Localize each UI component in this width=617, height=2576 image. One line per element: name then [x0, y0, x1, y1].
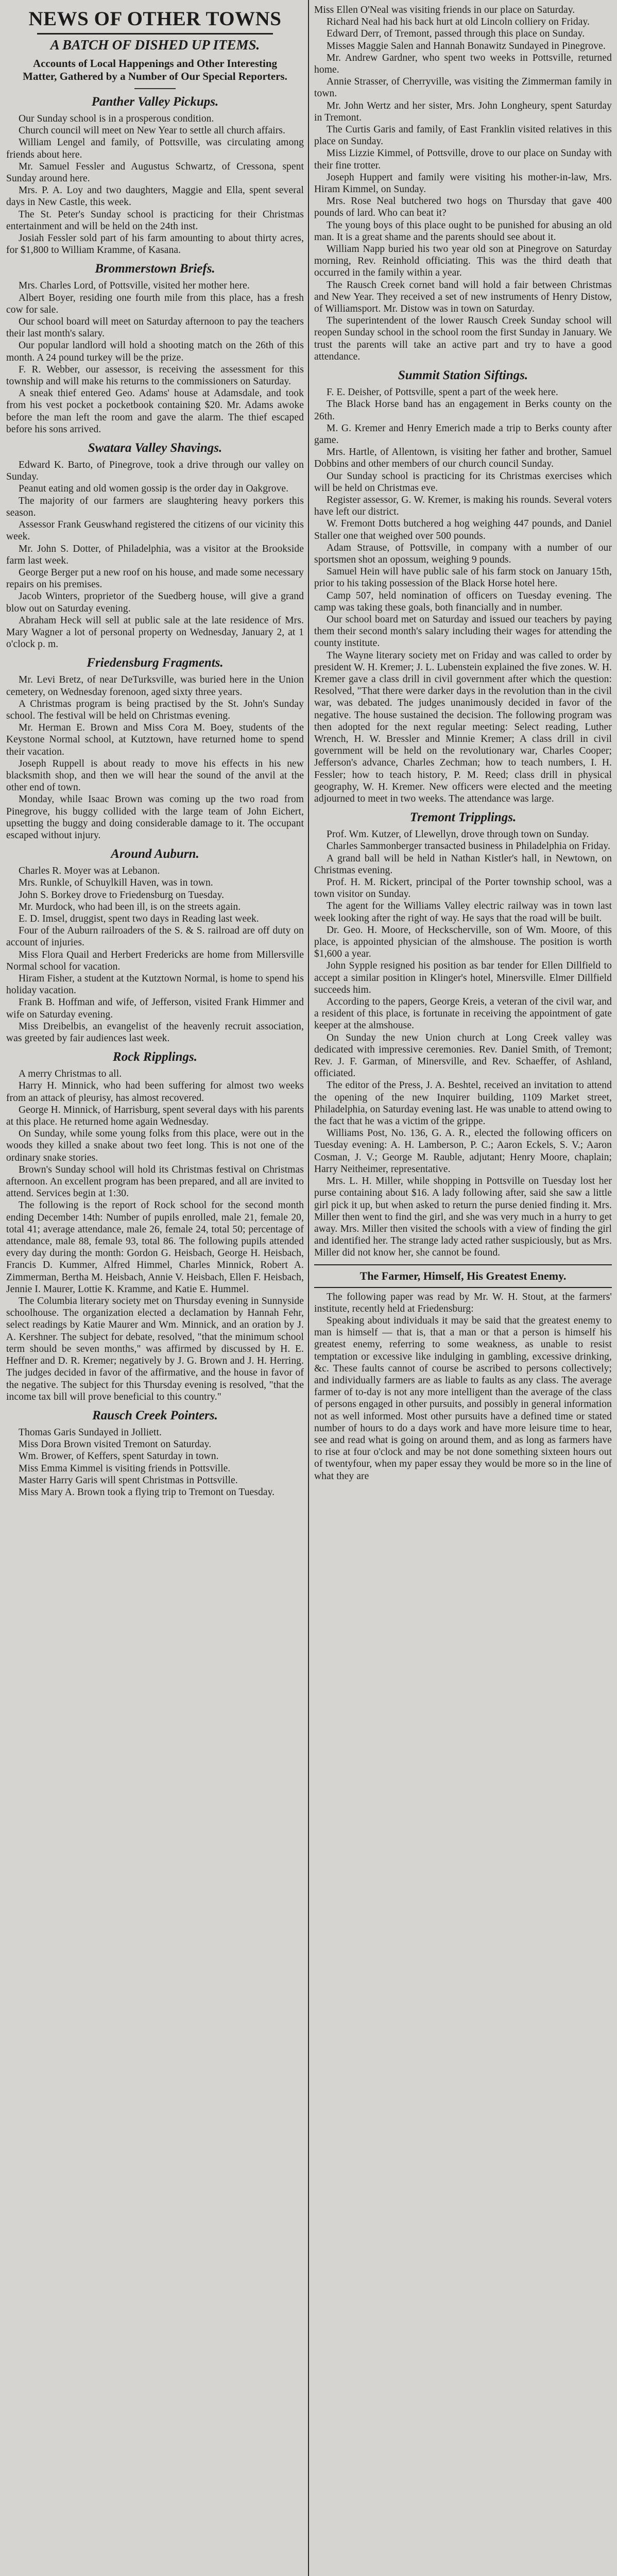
- news-item: A grand ball will be held in Nathan Kistler's hall, in Newtown, on Christmas evening.: [314, 853, 612, 876]
- news-item: The young boys of this place ought to be punished for abusing an old man. It is a great shame and the parents should see about it.: [314, 219, 612, 243]
- news-item: Miss Flora Quail and Herbert Fredericks are home from Millersville Normal school for vacation.: [6, 949, 304, 972]
- news-item: Miss Mary A. Brown took a flying trip to Tremont on Tuesday.: [19, 1486, 275, 1498]
- news-item: Mrs. Rose Neal butchered two hogs on Thursday that gave 400 pounds of lard. Who can beat it?: [314, 196, 612, 219]
- news-item: Prof. H. M. Rickert, principal of the Porter township school, was a town visitor on Sunday.: [314, 877, 612, 900]
- news-item: Mr. Herman E. Brown and Miss Cora M. Boey, students of the Keystone Normal school, at Kutztown, have returned home to spend their vacation.: [6, 722, 304, 757]
- news-item: Samuel Hein will have public sale of his farm stock on January 15th, prior to his taking possession of the Black Horse hotel here.: [314, 566, 612, 589]
- news-item: The agent for the Williams Valley electric railway was in town last week looking after the right of way. He says that the road will be built.: [314, 901, 612, 924]
- news-item: A sneak thief entered Geo. Adams' house at Adamsdale, and took from his vest pocket a pocketbook containing $20. Mr. Adams awoke before the man left the room and gave the alarm. The thief escaped before his sons arrived.: [6, 388, 304, 435]
- news-item: John Sypple resigned his position as bar tender for Ellen Dillfield to accept a similar position in Klinger's hotel, Minersville. Elmer Dillfield succeeds him.: [314, 960, 612, 995]
- news-item: The majority of our farmers are slaughtering heavy porkers this season.: [6, 495, 304, 518]
- section-heading: Rausch Creek Pointers.: [92, 1408, 218, 1422]
- news-item: Mr. John Wertz and her sister, Mrs. John Longheury, spent Saturday in Tremont.: [314, 100, 612, 123]
- masthead: [6, 7, 304, 89]
- news-item: F. R. Webber, our assessor, is receiving the assessment for this township and will make his returns to the commissioners on Saturday.: [6, 364, 304, 387]
- news-item: Monday, while Isaac Brown was coming up the two road from Pinegrove, his buggy collided with the large team of John Eichert, upsetting the buggy and doing considerable damage to it. The occupant escaped without injury.: [6, 794, 304, 841]
- news-item: Joseph Huppert and family were visiting his mother-in-law, Mrs. Hiram Kimmel, on Sunday.: [314, 172, 612, 195]
- news-item: Abraham Heck will sell at public sale at the late residence of Mrs. Mary Wagner a lot of personal property on Wednesday, January 2, at 1 o'clock p. m.: [6, 615, 304, 650]
- news-item: Mr. Murdock, who had been ill, is on the streets again.: [19, 901, 241, 912]
- news-item: Our popular landlord will hold a shooting match on the 26th of this month. A 24 pound turkey will be the prize.: [6, 340, 304, 363]
- section-heading: Rock Ripplings.: [113, 1050, 197, 1064]
- page-subtitle: A BATCH OF DISHED UP ITEMS.: [50, 37, 260, 53]
- left-column: [6, 4, 304, 2576]
- news-item: John S. Borkey drove to Friedensburg on Tuesday.: [19, 889, 225, 901]
- news-item: William Lengel and family, of Pottsville, was circulating among friends about here.: [6, 137, 304, 160]
- news-item: Miss Dreibelbis, an evangelist of the heavenly recruit association, was greeted by fair audiences last week.: [6, 1021, 304, 1044]
- news-item: Our school board met on Saturday and issued our teachers by paying them their second month's salary including their wages for attending the county institute.: [314, 614, 612, 649]
- news-item: Our school board will meet on Saturday afternoon to pay the teachers their last month's salary.: [6, 316, 304, 340]
- news-item: Peanut eating and old women gossip is the order day in Oakgrove.: [19, 483, 289, 495]
- news-item: Four of the Auburn railroaders of the S. & S. railroad are off duty on account of injuries.: [6, 925, 304, 948]
- news-item: Jacob Winters, proprietor of the Suedberg house, will give a grand blow out on Saturday evening.: [6, 591, 304, 614]
- news-item: Richard Neal had his back hurt at old Lincoln colliery on Friday.: [327, 16, 590, 28]
- article-heading: The Farmer, Himself, His Greatest Enemy.: [314, 1264, 612, 1288]
- news-item: Mr. Levi Bretz, of near DeTurksville, was buried here in the Union cemetery, on Wednesday forenoon, aged sixty three years.: [6, 674, 304, 698]
- news-item: The following is the report of Rock school for the second month ending December 14th: Number of pupils enrolled, male 21, female 20, total 41; average attendance, male 26, female 24, total 50; percentage of attendance, male 88, female 93, total 86. The following pupils attended every day during the month: Gordon G. Heisbach, George H. Heisbach, Francis D. Kummer, Alfred Himmel, Charles Minnick, Robert A. Zimmerman, Bertha M. Heisbach, Annie V. Heisbach, Ellen F. Heisbach, Jennie I. Maurer, Lottie K. Kramme, and Katie E. Hummel.: [6, 1200, 304, 1295]
- news-item: Dr. Geo. H. Moore, of Heckscherville, son of Wm. Moore, of this place, is appointed physician of the almshouse. The position is worth $1,600 a year.: [314, 924, 612, 960]
- news-item: Williams Post, No. 136, G. A. R., elected the following officers on Tuesday evening: A. H. Lamberson, P. C.; Aaron Eckels, S. V.; Aaron Cosman, J. V.; George M. Rauble, adjutant; Henry Moore, chaplain; Harry Neitheimer, representative.: [314, 1128, 612, 1175]
- section-heading: Summit Station Siftings.: [398, 368, 528, 383]
- news-item: Joseph Ruppell is about ready to move his effects in his new blacksmith shop, and then we will hear the sound of the anvil at the other end of town.: [6, 758, 304, 793]
- news-item: William Napp buried his two year old son at Pinegrove on Saturday morning, Rev. Reinhold officiating. This was the third death that occurred in the family within a year.: [314, 244, 612, 279]
- news-item: Mrs. L. H. Miller, while shopping in Pottsville on Tuesday lost her purse containing about $16. A lady following after, said she saw a little girl pick it up, but when asked to return the purse denied finding it. Mrs. Miller then went to find the girl, and she was very much in a hurry to get away. Mrs. Miller then visited the schools with a view of finding the girl and identified her. The strange lady acted rather suspiciously, but as Mrs. Miller did not know her, she cannot be found.: [314, 1176, 612, 1259]
- news-item: A Christmas program is being practised by the St. John's Sunday school. The festival will be held on Christmas evening.: [6, 698, 304, 721]
- news-item: George H. Minnick, of Harrisburg, spent several days with his parents at this place. He returned home again Wednesday.: [6, 1104, 304, 1128]
- news-item: Miss Ellen O'Neal was visiting friends in our place on Saturday.: [314, 5, 575, 15]
- news-item: Charles Sammonberger transacted business in Philadelphia on Friday.: [327, 841, 610, 852]
- news-item: Mrs. Runkle, of Schuylkill Haven, was in town.: [19, 877, 213, 889]
- left-column-body: [6, 94, 304, 1498]
- news-item: Brown's Sunday school will hold its Christmas festival on Christmas afternoon. An excellent program has been prepared, and all are invited to attend. Services begin at 1:30.: [6, 1164, 304, 1199]
- news-item: The editor of the Press, J. A. Beshtel, received an invitation to attend the opening of the new Inquirer building, 1109 Market street, Philadelphia, on Saturday evening last. He was unable to attend owing to the fact that he was a victim of the grippe.: [314, 1080, 612, 1127]
- page-title: NEWS OF OTHER TOWNS: [28, 8, 282, 30]
- right-column-body: [314, 4, 612, 1482]
- news-item: A merry Christmas to all.: [19, 1069, 122, 1080]
- news-item: Mr. John S. Dotter, of Philadelphia, was a visitor at the Brookside farm last week.: [6, 543, 304, 566]
- news-item: Annie Strasser, of Cherryville, was visiting the Zimmerman family in town.: [314, 76, 612, 99]
- news-item: Wm. Brower, of Keffers, spent Saturday in town.: [19, 1451, 219, 1462]
- right-column: [314, 4, 612, 2576]
- news-item: Edward Derr, of Tremont, passed through this place on Sunday.: [327, 28, 585, 40]
- news-item: George Berger put a new roof on his house, and made some necessary repairs on his premises.: [6, 567, 304, 590]
- news-item: Speaking about individuals it may be said that the greatest enemy to man is himself — that is, that a man or that a person is himself his greatest enemy, referring to some weakness, as unable to resist temptation or excessive like indulging in gambling, excessive drinking, &c. These faults cannot of course be ascribed to persons collectively; and individually farmers are as liable to faults as any class. The average farmer of to-day is not any more intelligent than the average of the class of persons engaged in other pursuits, and possibly in general information not as well informed. Most other pursuits have a defined time or stated number of hours to do a days work and have more leisure time to hear, see and read what is going on around them, and as long as farmers have to rise at four o'clock and may be not done something sixteen hours out of twentyfour, when my paper essay they would be more so in the line of what they are: [314, 1315, 612, 1482]
- news-item: Miss Emma Kimmel is visiting friends in Pottsville.: [19, 1463, 231, 1474]
- news-item: The Columbia literary society met on Thursday evening in Sunnyside schoolhouse. The organization elected a declamation by Hannah Fehr, select readings by Katie Maurer and Wm. Minnick, and an oration by J. A. Kershner. The subject for debate, resolved, "that the minimum school term should be seven months," was affirmed by discussed by H. E. Heffner and D. R. Kremer; negatively by J. G. Brown and J. H. Herring. The judges decided in favor of the affirmative, and the house in favor of the negative. The subject for this Thursday evening is resolved, "that the income tax bill will prove beneficial to this country.": [6, 1296, 304, 1402]
- news-item: Mrs. Charles Lord, of Pottsville, visited her mother here.: [19, 280, 250, 292]
- news-item: Assessor Frank Geuswhand registered the citizens of our vicinity this week.: [6, 519, 304, 543]
- news-item: Hiram Fisher, a student at the Kutztown Normal, is home to spend his holiday vacation.: [6, 973, 304, 996]
- news-item: The following paper was read by Mr. W. H. Stout, at the farmers' institute, recently held at Friedensburg:: [314, 1291, 612, 1314]
- news-item: Harry H. Minnick, who had been suffering for almost two weeks from an attack of pleurisy, has almost recovered.: [6, 1080, 304, 1104]
- page-deck: Accounts of Local Happenings and Other Interesting Matter, Gathered by a Number of Our Special Reporters.: [23, 57, 287, 82]
- section-heading: Around Auburn.: [111, 847, 199, 861]
- section-heading: Tremont Tripplings.: [409, 810, 517, 825]
- news-item: According to the papers, George Kreis, a veteran of the civil war, and a resident of this place, is fortunate in receiving the appointment of gate keeper at the almshouse.: [314, 996, 612, 1031]
- news-item: Mrs. P. A. Loy and two daughters, Maggie and Ella, spent several days in New Castle, this week.: [6, 185, 304, 208]
- masthead-rule: [37, 33, 273, 35]
- short-rule: [134, 88, 176, 89]
- news-item: W. Fremont Dotts butchered a hog weighing 447 pounds, and Daniel Staller one that weighed over 500 pounds.: [314, 518, 612, 541]
- news-item: Our Sunday school is in a prosperous condition.: [19, 113, 214, 124]
- news-item: The superintendent of the lower Rausch Creek Sunday school will reopen Sunday school in the school room the first Sunday in January. We trust the parents will take an active part and try to have a good attendance.: [314, 315, 612, 362]
- news-item: The Wayne literary society met on Friday and was called to order by president W. H. Kremer; J. L. Lubenstein explained the five zones. W. H. Kremer gave a class drill in civil government after which the question: Resolved, "That there were darker days in the revolution than in the civil war, was debated. The judges unanimously decided in favor of the negative. The house sustained the decision. The following program was then adopted for the next regular meeting: Select reading, Luther Wrench, H. W. Bressler and Minnie Kremer; A class drill in civil government will be held on the revolutionary war, Charles Cooper; Jefferson's advance, Charles Zechman; how to teach numbers, I. H. Fessler; how to teach history, P. M. Reed; class drill in physical geography, W. H. Kremer. New officers were elected and the meeting adjourned to meet in two weeks. The attendance was large.: [314, 650, 612, 804]
- news-item: On Sunday, while some young folks from this place, were out in the woods they killed a snake about two feet long. This is not one of the ordinary snake stories.: [6, 1128, 304, 1163]
- news-item: Miss Lizzie Kimmel, of Pottsville, drove to our place on Sunday with their fine trotter.: [314, 148, 612, 171]
- news-item: F. E. Deisher, of Pottsville, spent a part of the week here.: [327, 387, 558, 398]
- news-item: Mrs. Hartle, of Allentown, is visiting her father and brother, Samuel Dobbins and other members of our church council Sunday.: [314, 447, 612, 470]
- news-item: Our Sunday school is practicing for its Christmas exercises which will be held on Christmas eve.: [314, 470, 612, 494]
- news-item: E. D. Imsel, druggist, spent two days in Reading last week.: [19, 913, 259, 924]
- news-item: The St. Peter's Sunday school is practicing for their Christmas entertainment and will be held on the 24th inst.: [6, 209, 304, 232]
- news-item: M. G. Kremer and Henry Emerich made a trip to Berks county after game.: [314, 422, 612, 446]
- news-item: Register assessor, G. W. Kremer, is making his rounds. Several voters have left our district.: [314, 494, 612, 518]
- news-item: Misses Maggie Salen and Hannah Bonawitz Sundayed in Pinegrove.: [327, 40, 606, 52]
- news-item: Charles R. Moyer was at Lebanon.: [19, 866, 160, 877]
- column-divider: [308, 0, 309, 2576]
- section-heading: Swatara Valley Shavings.: [88, 441, 222, 455]
- news-item: The Rausch Creek cornet band will hold a fair between Christmas and New Year. They received a set of new instruments of Henry Distow, of Williamsport. Mr. Distow was in town on Saturday.: [314, 279, 612, 315]
- section-heading: Panther Valley Pickups.: [91, 95, 219, 109]
- news-item: Edward K. Barto, of Pinegrove, took a drive through our valley on Sunday.: [6, 460, 304, 483]
- news-item: Prof. Wm. Kutzer, of Llewellyn, drove through town on Sunday.: [327, 829, 589, 840]
- news-item: Frank B. Hoffman and wife, of Jefferson, visited Frank Himmer and wife on Saturday evening.: [6, 997, 304, 1020]
- section-heading: Brommerstown Briefs.: [95, 262, 215, 276]
- news-item: Mr. Andrew Gardner, who spent two weeks in Pottsville, returned home.: [314, 52, 612, 76]
- news-item: Church council will meet on New Year to settle all church affairs.: [19, 125, 285, 137]
- news-item: Master Harry Garis will spent Christmas in Pottsville.: [19, 1475, 238, 1486]
- news-item: The Black Horse band has an engagement in Berks county on the 26th.: [314, 399, 612, 422]
- news-item: Thomas Garis Sundayed in Jolliett.: [19, 1427, 162, 1438]
- news-item: Camp 507, held nomination of officers on Tuesday evening. The camp was taking these goals, both financially and in number.: [314, 590, 612, 613]
- news-item: Adam Strause, of Pottsville, in company with a number of our sportsmen shot an opossum, weighing 9 pounds.: [314, 542, 612, 565]
- news-item: On Sunday the new Union church at Long Creek valley was dedicated with impressive ceremonies. Rev. Daniel Smith, of Tremont; Rev. J. F. Garman, of Minersville, and Rev. Schaeffer, of Ashland, officiated.: [314, 1032, 612, 1079]
- section-heading: Friedensburg Fragments.: [87, 656, 224, 670]
- news-item: Albert Boyer, residing one fourth mile from this place, has a fresh cow for sale.: [6, 292, 304, 315]
- news-item: Mr. Samuel Fessler and Augustus Schwartz, of Cressona, spent Sunday around here.: [6, 161, 304, 184]
- news-item: Josiah Fessler sold part of his farm amounting to about thirty acres, for $1,800 to William Kramme, of Kasana.: [6, 233, 304, 256]
- news-item: The Curtis Garis and family, of East Franklin visited relatives in this place on Sunday.: [314, 124, 612, 147]
- news-item: Miss Dora Brown visited Tremont on Saturday.: [19, 1439, 212, 1450]
